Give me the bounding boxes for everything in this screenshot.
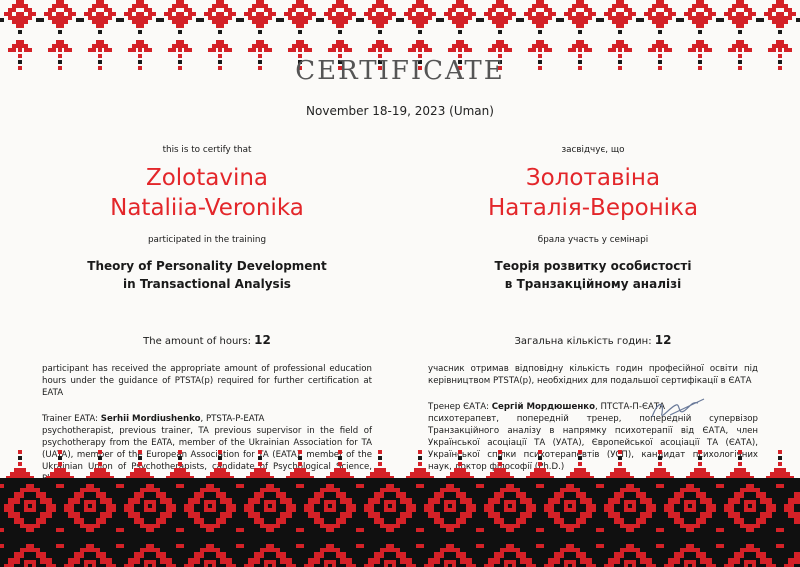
trainer-prefix-uk: Тренер ЄАТА: (428, 402, 489, 412)
participated-text-en: participated in the training (147, 235, 267, 245)
statement-en: participant has received the appropriate amount of professional education hours under the guidance of PTSTA(p) required for further certification at EATA (42, 364, 372, 398)
ukrainian-column (428, 145, 758, 473)
hours-value-en: 12 (254, 333, 271, 347)
name-line1-en: Zolotavina (145, 165, 269, 191)
hours-label-en: The amount of hours: (143, 336, 251, 347)
certificate-title: CERTIFICATE (295, 56, 505, 86)
statement-uk: учасник отримав відповідну кількість годин професійної освіти під керівництвом PTSTA(p), необхідних для подальшої сертифікації в ЄАТА (428, 364, 758, 386)
training-line2-uk: в Транзакційному аналізі (504, 277, 682, 291)
hours-en (42, 333, 372, 347)
trainer-bio-en: psychotherapist, previous trainer, TA previous supervisor in the field of (42, 426, 372, 436)
name-line2-uk: Наталія-Вероніка (487, 195, 699, 221)
bottom-ornament-fringe (0, 440, 800, 480)
certify-text-en: this is to certify that (162, 145, 252, 155)
hours-value-uk: 12 (654, 333, 672, 347)
training-line1-en: Theory of Personality Development (87, 259, 327, 273)
trainer-signature (648, 395, 708, 425)
training-line2-en: in Transactional Analysis (123, 277, 291, 291)
name-line1-uk: Золотавіна (525, 165, 661, 191)
certify-text-uk: засвідчує, що (561, 145, 625, 155)
trainer-name-en: Serhii Mordiushenko (100, 414, 201, 424)
english-column (42, 145, 372, 485)
hours-uk (428, 333, 758, 347)
training-line1-uk: Теорія розвитку особистості (494, 259, 692, 273)
trainer-title-en: , PTSTA-P-EATA (200, 414, 265, 424)
trainer-prefix-en: Trainer EATA: (42, 414, 99, 424)
name-line2-en: Nataliia-Veronika (110, 195, 304, 221)
participated-text-uk: брала участь у семінарі (537, 235, 649, 245)
participant-name-uk (428, 163, 758, 223)
hours-label-uk: Загальна кількість годин: (514, 336, 652, 347)
participant-name-en (42, 163, 372, 223)
event-date: November 18-19, 2023 (Uman) (306, 104, 494, 118)
training-title-uk (428, 257, 758, 293)
trainer-name-uk: Сергій Мордюшенко (491, 402, 596, 412)
bottom-ornament-band (0, 478, 800, 567)
training-title-en (42, 257, 372, 293)
trainer-title-uk: , ПТСТА-П-ЄАТА (595, 402, 665, 412)
trainer-bio-uk: психотерапевт, попередній тренер, попередній супервізор Транзакційного аналізу в напрямку психотерапії від ЄАТА, член (428, 414, 758, 436)
